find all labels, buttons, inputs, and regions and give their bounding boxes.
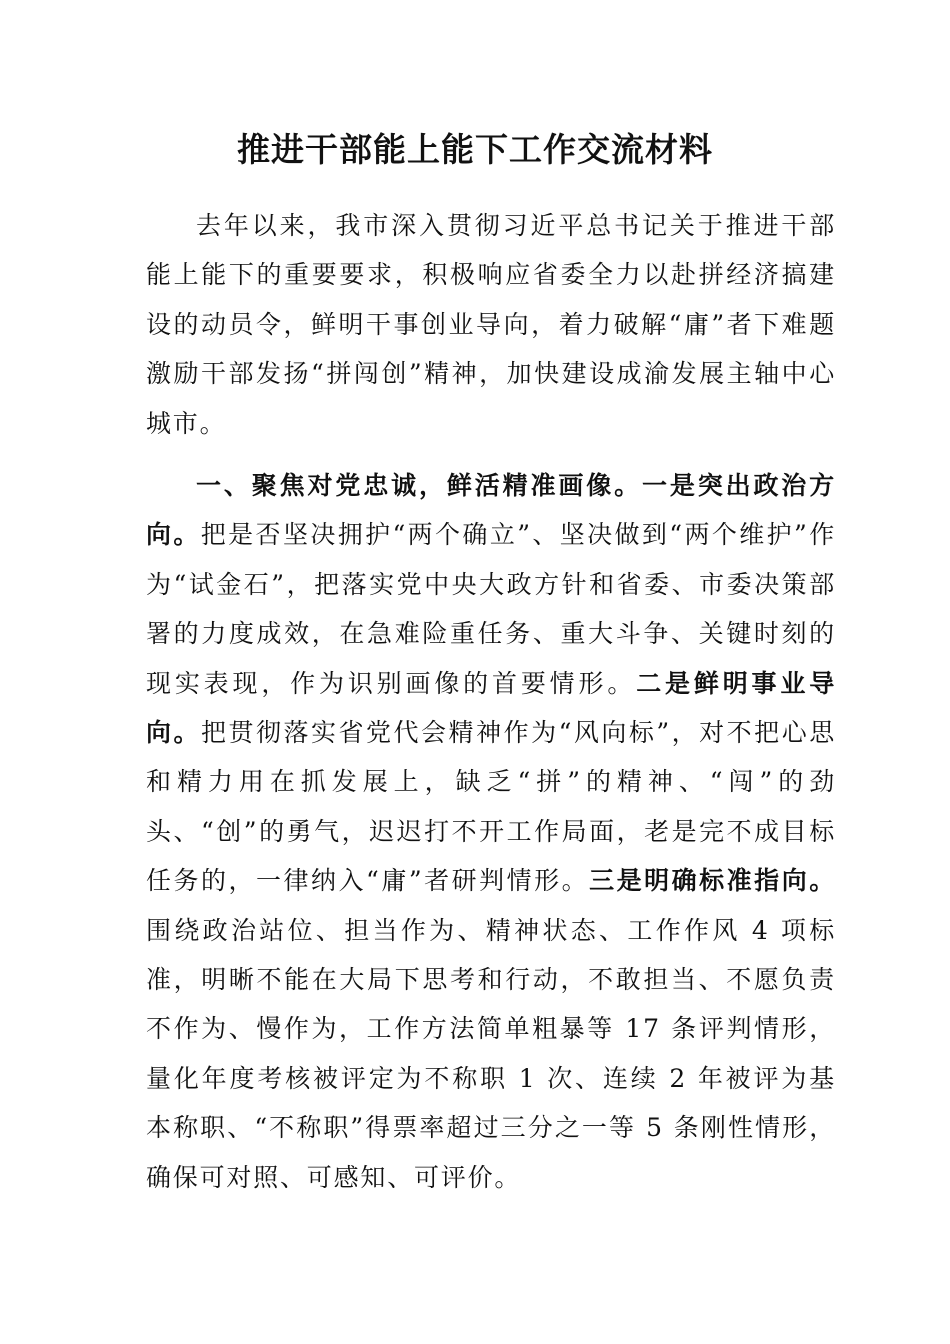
point-three-title: 三是明确标准指向。 [589,866,836,896]
point-two-title: 二是鲜明事业导向。 [146,668,836,748]
point-one-title: 一是突出政治方向。 [146,471,836,550]
section-one-heading: 一、聚焦对党忠诚，鲜活精准画像。 [196,471,642,500]
intro-paragraph [146,201,836,448]
intro-paragraph-text: 去年以来，我市深入贯彻习近平总书记关于推进干部能上能下的重要要求，积极响应省委全力以赴拼经济搞建设的动员令，鲜明干事创业导向，着力破解“庸”者下难题激励干部发扬“拼闯创”精神，加快建设成渝发展主轴中心城市。 [146,211,836,438]
point-two-text: 把贯彻落实省党代会精神作为“风向标”，对不把心思和精力用在抓发展上，缺乏“拼”的精神、“闯”的劲头、“创”的勇气，迟迟打不开工作局面，老是完不成目标任务的，一律纳入“庸”者研判情形。 [146,718,836,896]
section-one-paragraph [146,461,836,1202]
point-three-text: 围绕政治站位、担当作为、精神状态、工作作风 4 项标准，明晰不能在大局下思考和行动，不敢担当、不愿负责不作为、慢作为，工作方法简单粗暴等 17 条评判情形，量化年度考核被评定为不称职 1 次、连续 2 年被评为基本称职、“不称职”得票率超过三分之一等 5 条刚性情形，确保可对照、可感知、可评价。 [146,915,836,1192]
section-one-text [146,461,836,1202]
point-one-text: 把是否坚决拥护“两个确立”、坚决做到“两个维护”作为“试金石”，把落实党中央大政方针和省委、市委决策部署的力度成效，在急难险重任务、重大斗争、关键时刻的现实表现，作为识别画像的首要情形。 [146,520,836,698]
document-title: 推进干部能上能下工作交流材料 [237,130,713,169]
